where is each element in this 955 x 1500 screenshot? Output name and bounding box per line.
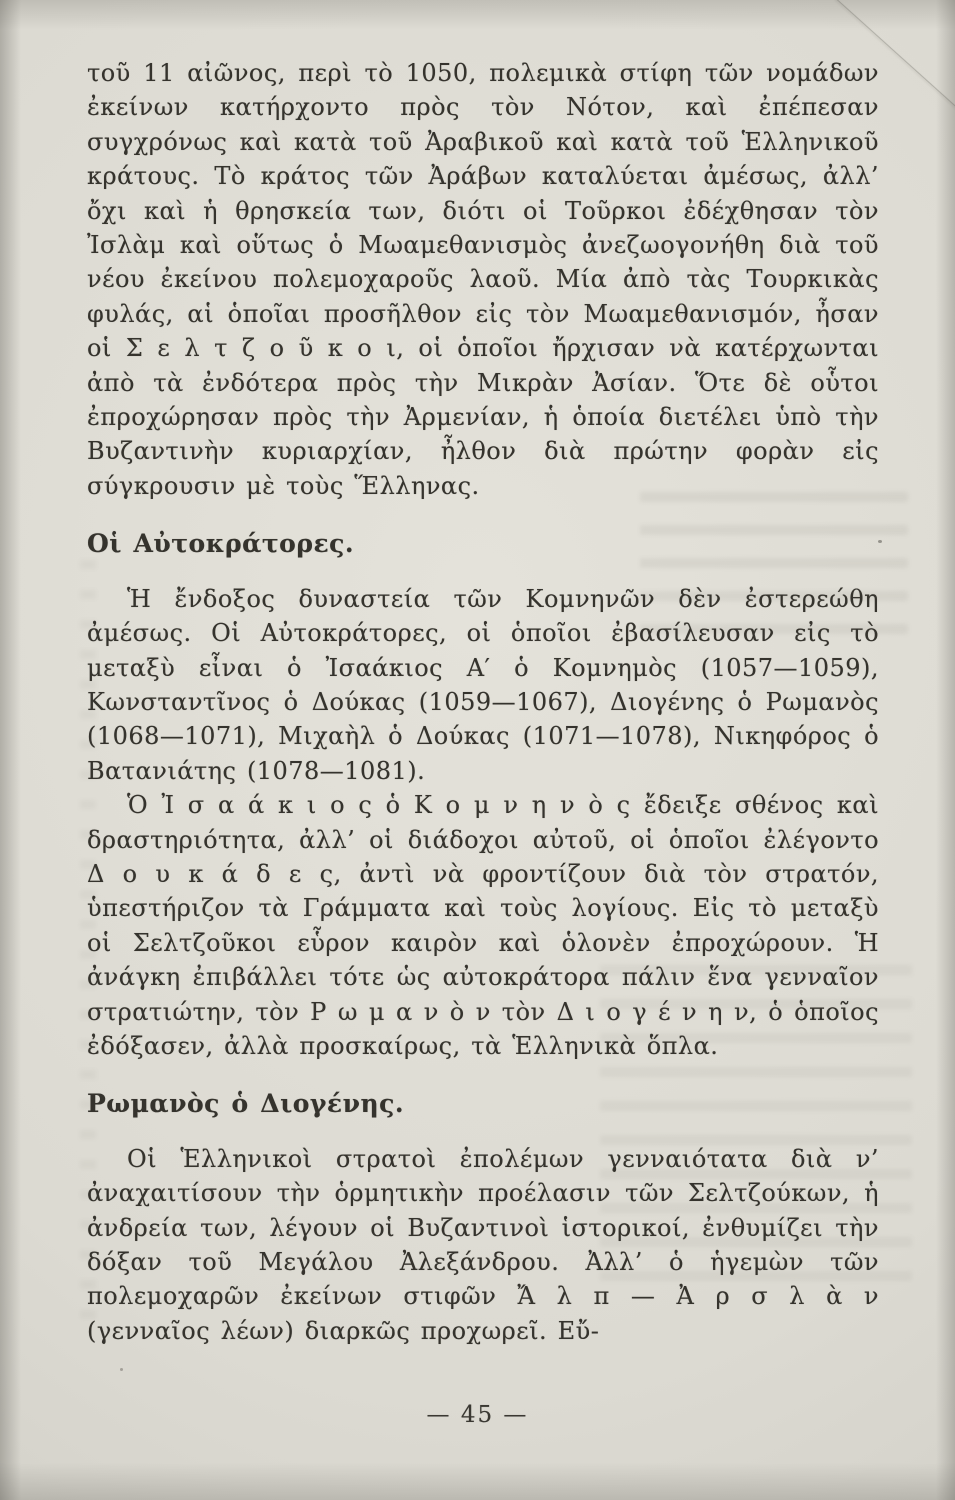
paragraph-emperor-list: Ἡ ἔνδοξος δυναστεία τῶν Κομνηνῶν δὲν ἐστερεώθη ἀμέσως. Οἱ Αὐτοκράτορες, οἱ ὁποῖοι ἐβασίλευσαν εἰς τὸ μεταξὺ εἶναι ὁ Ἰσαάκιος Α′ ὁ Κομνημὸς (1057—1059), Κωνσταντῖνος ὁ Δούκας (1059—1067), Διογένης ὁ Ρωμανὸς (1068—1071), Μιχαὴλ ὁ Δούκας (1071—1078), Νικηφόρος ὁ Βατανιάτης (1078—1081). bbox=[87, 584, 879, 785]
page-number: — 45 — bbox=[426, 1402, 529, 1428]
section-heading-emperors: Οἱ Αὐτοκράτορες. bbox=[87, 529, 355, 559]
paragraph-greek-armies: Οἱ Ἑλληνικοὶ στρατοὶ ἐπολέμων γενναιότατα διὰ ν’ ἀναχαιτίσουν τὴν ὁρμητικὴν προέλασιν τῶν Σελτζούκων, ἡ ἀνδρεία των, λέγουν οἱ Βυζαντινοὶ ἱστορικοί, ἐνθυμίζει τὴν δόξαν τοῦ Μεγάλου Ἀλεξάνδρου. Ἀλλ’ ὁ ἡγεμὼν τῶν πολεμοχαρῶν ἐκείνων στιφῶν Ἄ λ π — Ἀ ρ σ λ ὰ ν (γενναῖος λέων) διαρκῶς προχωρεῖ. Εὔ- bbox=[87, 1144, 879, 1345]
text-block bbox=[87, 56, 879, 1348]
scan-speck bbox=[120, 1368, 123, 1371]
paragraph-seljuk-invasion: τοῦ 11 αἰῶνος, περὶ τὸ 1050, πολεμικὰ στίφη τῶν νομάδων ἐκείνων κατήρχοντο πρὸς τὸν Νότον, καὶ ἐπέπεσαν συγχρόνως καὶ κατὰ τοῦ Ἀραβικοῦ καὶ κατὰ τοῦ Ἑλληνικοῦ κράτους. Τὸ κράτος τῶν Ἀράβων καταλύεται ἀμέσως, ἀλλ’ ὄχι καὶ ἡ θρησκεία των, διότι οἱ Τοῦρκοι ἐδέχθησαν τὸν Ἰσλὰμ καὶ οὕτως ὁ Μωαμεθανισμὸς ἀνεζωογονήθη διὰ τοῦ νέου ἐκείνου πολεμοχαροῦς λαοῦ. Μία ἀπὸ τὰς Τουρκικὰς φυλάς, αἱ ὁποῖαι προσῆλθον εἰς τὸν Μωαμεθανισμόν, ἦσαν οἱ Σ ε λ τ ζ ο ῦ κ ο ι, οἱ ὁποῖοι ἤρχισαν νὰ κατέρχωνται ἀπὸ τὰ ἐνδότερα πρὸς τὴν Μικρὰν Ἀσίαν. Ὅτε δὲ οὗτοι ἐπροχώρησαν πρὸς τὴν Ἀρμενίαν, ἡ ὁποία διετέλει ὑπὸ τὴν Βυζαντινὴν κυριαρχίαν, ἦλθον διὰ πρώτην φορὰν εἰς σύγκρουσιν μὲ τοὺς Ἕλληνας. bbox=[87, 59, 879, 500]
paragraph-isaac-komnenos: Ὁ Ἰ σ α ά κ ι ο ς ὁ Κ ο μ ν η ν ὸ ς ἔδειξε σθένος καὶ δραστηριότητα, ἀλλ’ οἱ διάδοχοι αὐτοῦ, οἱ ὁποῖοι ἐλέγοντο Δ ο υ κ ά δ ε ς, ἀντὶ νὰ φροντίζουν διὰ τὸν στρατόν, ὑπεστήριζον τὰ Γράμματα καὶ τοὺς λογίους. Εἰς τὸ μεταξὺ οἱ Σελτζοῦκοι εὗρον καιρὸν καὶ ὁλονὲν ἐπροχώρουν. Ἡ ἀνάγκη ἐπιβάλλει τότε ὡς αὐτοκράτορα πάλιν ἕνα γενναῖον στρατιώτην, τὸν Ρ ω μ α ν ὸ ν τὸν Δ ι ο γ έ ν η ν, ὁ ὁποῖος ἐδόξασεν, ἀλλὰ προσκαίρως, τὰ Ἑλληνικὰ ὅπλα. bbox=[87, 791, 879, 1060]
section-heading-romanos-diogenes: Ρωμανὸς ὁ Διογένης. bbox=[87, 1089, 405, 1119]
